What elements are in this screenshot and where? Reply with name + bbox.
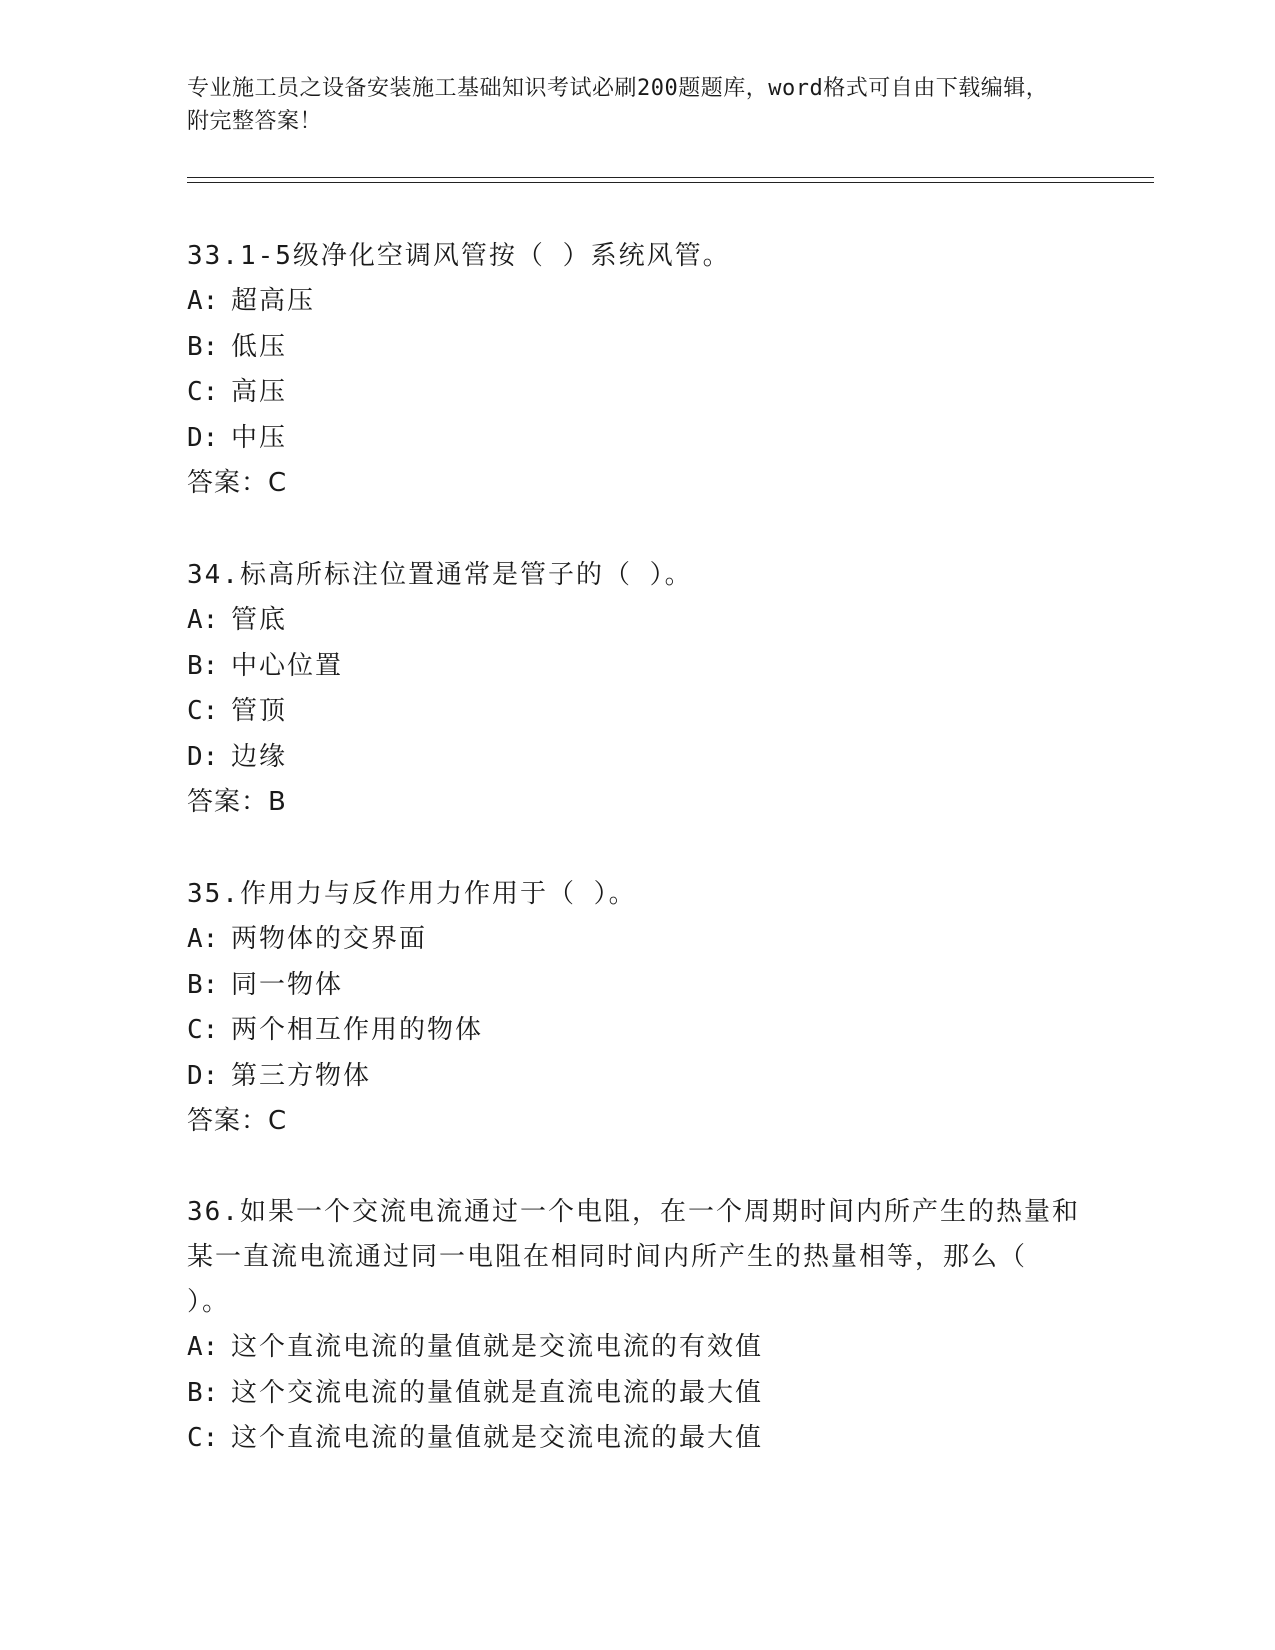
option-letter: B: — [187, 969, 219, 1000]
option-text: 两个相互作用的物体 — [231, 1015, 484, 1045]
option-b — [187, 644, 1087, 690]
header-divider-top — [187, 177, 1154, 178]
option-a — [187, 917, 1087, 963]
question-text: 35.作用力与反作用力作用于（ ）。 — [187, 879, 637, 909]
option-text: 这个直流电流的量值就是交流电流的最大值 — [231, 1423, 764, 1453]
option-text: 管底 — [231, 605, 288, 635]
answer-line — [187, 461, 1087, 506]
option-letter: C: — [187, 1015, 219, 1045]
option-letter: A: — [187, 1332, 219, 1362]
answer-label: 答案： — [187, 468, 269, 498]
question-34 — [187, 553, 1087, 825]
option-text: 边缘 — [231, 741, 288, 772]
question-text: 34.标高所标注位置通常是管子的（ ）。 — [187, 560, 693, 590]
answer-value: C — [268, 468, 288, 498]
option-a — [187, 279, 1087, 325]
option-letter: A: — [187, 924, 219, 954]
option-c — [187, 370, 1087, 416]
option-letter: D: — [187, 1060, 219, 1091]
option-text: 第三方物体 — [231, 1060, 372, 1091]
answer-value: B — [268, 787, 287, 817]
option-d — [187, 416, 1087, 462]
option-letter: B: — [187, 331, 219, 362]
option-text: 中心位置 — [231, 650, 344, 681]
option-letter: D: — [187, 741, 219, 772]
option-text: 两物体的交界面 — [231, 924, 428, 954]
option-letter: C: — [187, 696, 219, 726]
answer-label: 答案： — [187, 1106, 269, 1136]
document-header: 专业施工员之设备安装施工基础知识考试必刷200题题库，word格式可自由下载编辑，附完整答案！ — [187, 76, 1049, 134]
answer-line — [187, 780, 1087, 825]
option-letter: B: — [187, 1377, 219, 1408]
answer-value: C — [268, 1106, 288, 1136]
option-text: 同一物体 — [231, 969, 344, 1000]
option-text: 高压 — [231, 377, 288, 407]
option-text: 管顶 — [231, 696, 288, 726]
option-letter: A: — [187, 605, 219, 635]
option-c — [187, 689, 1087, 735]
option-text: 这个直流电流的量值就是交流电流的有效值 — [231, 1332, 764, 1362]
answer-line — [187, 1099, 1087, 1144]
option-letter: B: — [187, 650, 219, 681]
option-text: 这个交流电流的量值就是直流电流的最大值 — [231, 1377, 764, 1408]
option-c — [187, 1008, 1087, 1054]
option-letter: A: — [187, 286, 219, 316]
option-b — [187, 325, 1087, 371]
answer-label: 答案： — [187, 787, 269, 817]
option-letter: D: — [187, 422, 219, 453]
option-letter: C: — [187, 1423, 219, 1453]
option-c — [187, 1416, 1087, 1462]
option-a — [187, 1325, 1087, 1371]
option-d — [187, 735, 1087, 781]
option-a — [187, 598, 1087, 644]
option-letter: C: — [187, 377, 219, 407]
option-text: 低压 — [231, 331, 288, 362]
option-text: 超高压 — [231, 286, 316, 316]
option-b — [187, 1371, 1087, 1417]
question-36 — [187, 1190, 1087, 1462]
question-33 — [187, 234, 1087, 506]
header-divider-bottom — [187, 182, 1154, 183]
option-b — [187, 963, 1087, 1009]
option-text: 中压 — [231, 422, 288, 453]
question-35 — [187, 872, 1087, 1144]
option-d — [187, 1054, 1087, 1100]
question-text: 33.1-5级净化空调风管按（ ）系统风管。 — [187, 241, 731, 271]
question-text: 36.如果一个交流电流通过一个电阻，在一个周期时间内所产生的热量和某一直流电流通过同一电阻在相同时间内所产生的热量相等，那么（ ）。 — [187, 1197, 1080, 1317]
